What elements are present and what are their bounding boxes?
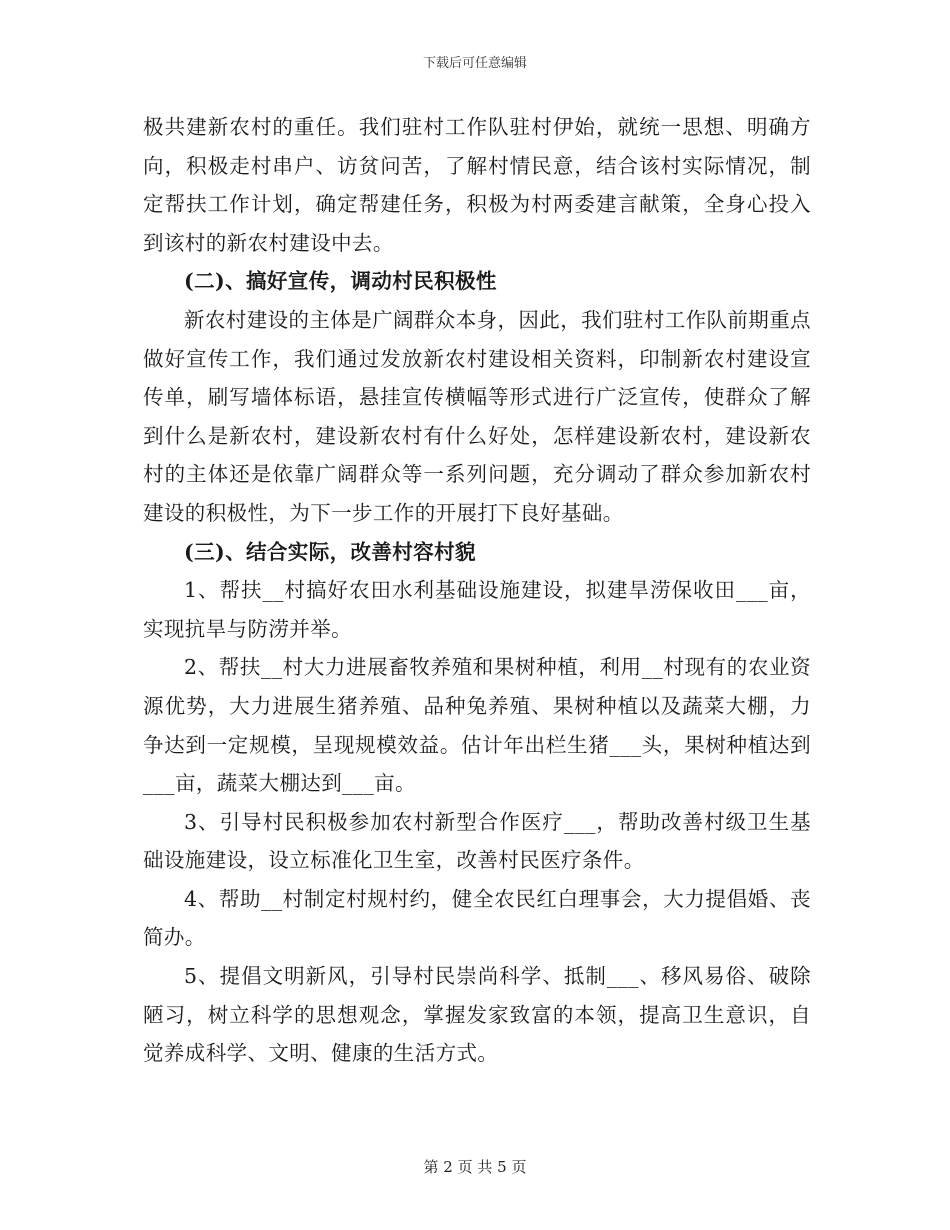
list-item-4: 4、帮助__村制定村规村约，健全农民红白理事会，大力提倡婚、丧简办。	[143, 886, 811, 950]
list-item-3: 3、引导村民积极参加农村新型合作医疗___，帮助改善村级卫生基础设施建设，设立标准化卫生室，改善村民医疗条件。	[143, 809, 811, 873]
page-header: 下载后可任意编辑	[422, 56, 527, 71]
document-body	[143, 108, 811, 1073]
section-heading-2: (二)、搞好宣传，调动村民积极性	[184, 269, 497, 294]
page-number: 第 2 页 共 5 页	[423, 1158, 527, 1176]
section-heading-3: (三)、结合实际，改善村容村貌	[184, 539, 476, 564]
paragraph-continuation: 极共建新农村的重任。我们驻村工作队驻村伊始，就统一思想、明确方向，积极走村串户、访贫问苦，了解村情民意，结合该村实际情况，制定帮扶工作计划，确定帮建任务，积极为村两委建言献策，全身心投入到该村的新农村建设中去。	[143, 115, 811, 255]
paragraph-publicity: 新农村建设的主体是广阔群众本身，因此，我们驻村工作队前期重点做好宣传工作，我们通过发放新农村建设相关资料，印制新农村建设宣传单，刷写墙体标语，悬挂宣传横幅等形式进行广泛宣传，使群众了解到什么是新农村，建设新农村有什么好处，怎样建设新农村，建设新农村的主体还是依靠广阔群众等一系列问题，充分调动了群众参加新农村建设的积极性，为下一步工作的开展打下良好基础。	[143, 307, 811, 525]
list-item-2: 2、帮扶__村大力进展畜牧养殖和果树种植，利用__村现有的农业资源优势，大力进展生猪养殖、品种兔养殖、果树种植以及蔬菜大棚，力争达到一定规模，呈现规模效益。估计年出栏生猪___头，果树种植达到___亩，蔬菜大棚达到___亩。	[143, 655, 811, 796]
list-item-1: 1、帮扶__村搞好农田水利基础设施建设，拟建旱涝保收田___亩，实现抗旱与防涝并举。	[143, 578, 811, 641]
list-item-5: 5、提倡文明新风，引导村民崇尚科学、抵制___、移风易俗、破除陋习，树立科学的思想观念，掌握发家致富的本领，提高卫生意识，自觉养成科学、文明、健康的生活方式。	[143, 964, 811, 1066]
